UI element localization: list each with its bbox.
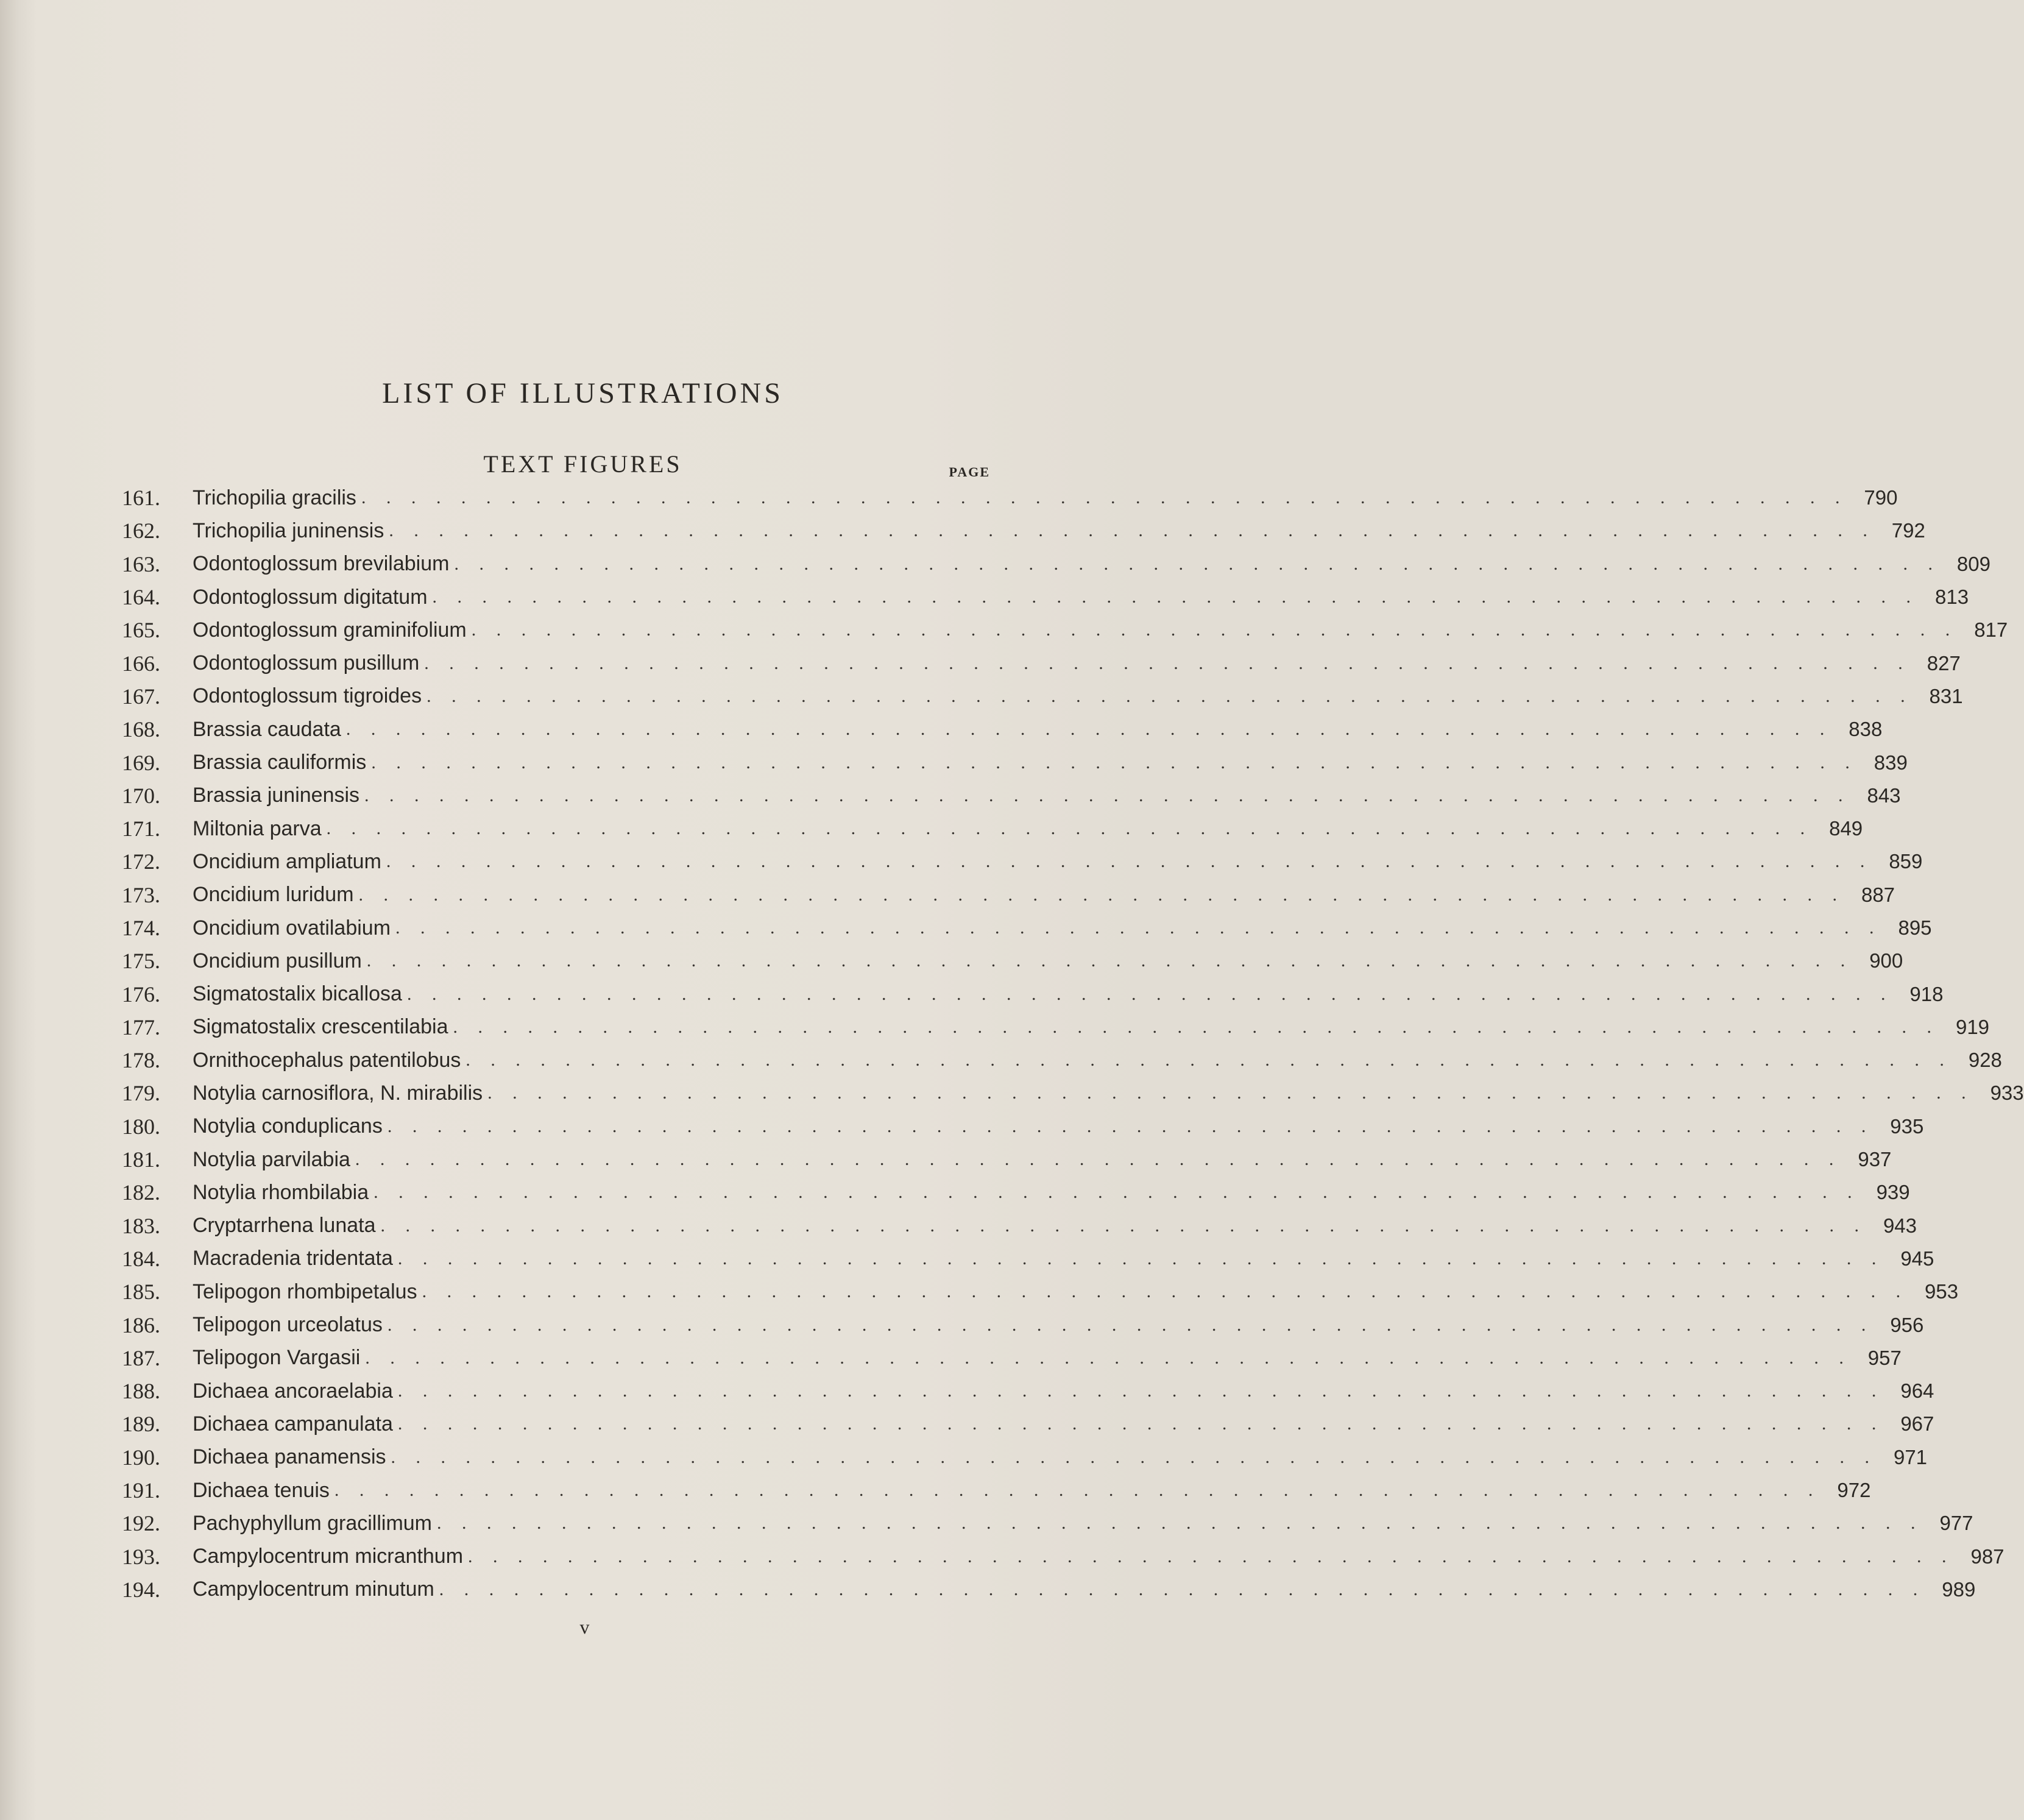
figure-name: Macradenia tridentata [193, 1247, 393, 1270]
page-number: 956 [1890, 1313, 1924, 1336]
page-number: 813 [1934, 586, 1969, 609]
list-item [122, 1143, 1892, 1176]
list-item [122, 481, 1898, 514]
page-number: 919 [1955, 1015, 1990, 1038]
dot-leader: . . . . . . . . . . . . . . . . . . . . . . . . . . . . . . . . . . . . . . . . . . . . . . . . . . . . . . . . . . . . [371, 752, 1858, 773]
figure-number: 193. [122, 1544, 160, 1569]
page-number: 838 [1849, 718, 1883, 741]
page-number: 918 [1909, 982, 1944, 1005]
dot-leader: . . . . . . . . . . . . . . . . . . . . . . . . . . . . . . . . . . . . . . . . . . . . . . . . . . . . . . . . . . . . [426, 685, 1913, 706]
list-item [122, 845, 1923, 878]
figure-number: 190. [122, 1445, 160, 1470]
figure-number: 188. [122, 1379, 160, 1404]
figure-number: 175. [122, 949, 160, 974]
figure-number: 181. [122, 1147, 160, 1172]
figure-number: 194. [122, 1577, 160, 1602]
figure-number: 168. [122, 717, 160, 742]
figure-name: Brassia cauliformis [193, 751, 367, 774]
page-number: 817 [1974, 618, 2008, 642]
page-number: 972 [1837, 1479, 1871, 1502]
figure-name: Campylocentrum micranthum [193, 1545, 464, 1568]
dot-leader: . . . . . . . . . . . . . . . . . . . . . . . . . . . . . . . . . . . . . . . . . . . . . . . . . . . . . . . . . . . . [380, 1215, 1867, 1236]
list-item [122, 1011, 1990, 1044]
list-item [122, 581, 1969, 614]
dot-leader: . . . . . . . . . . . . . . . . . . . . . . . . . . . . . . . . . . . . . . . . . . . . . . . . . . . . . . . . . . . . [424, 653, 1911, 673]
figure-number: 185. [122, 1280, 160, 1305]
dot-leader: . . . . . . . . . . . . . . . . . . . . . . . . . . . . . . . . . . . . . . . . . . . . . . . . . . . . . . . . . . . . [355, 1149, 1842, 1170]
list-item [122, 713, 1883, 746]
dot-leader: . . . . . . . . . . . . . . . . . . . . . . . . . . . . . . . . . . . . . . . . . . . . . . . . . . . . . . . . . . . . [395, 918, 1882, 938]
page-number: 935 [1890, 1114, 1924, 1138]
dot-leader: . . . . . . . . . . . . . . . . . . . . . . . . . . . . . . . . . . . . . . . . . . . . . . . . . . . . . . . . . . . . [366, 951, 1853, 971]
figure-name: Brassia juninensis [193, 784, 360, 807]
list-item [122, 1407, 1934, 1440]
figure-name: Oncidium pusillum [193, 949, 362, 972]
dot-leader: . . . . . . . . . . . . . . . . . . . . . . . . . . . . . . . . . . . . . . . . . . . . . . . . . . . . . . . . . . . . [387, 1314, 1874, 1335]
list-item [122, 1209, 1917, 1242]
dot-leader: . . . . . . . . . . . . . . . . . . . . . . . . . . . . . . . . . . . . . . . . . . . . . . . . . . . . . . . . . . . . [439, 1579, 1926, 1599]
dot-leader: . . . . . . . . . . . . . . . . . . . . . . . . . . . . . . . . . . . . . . . . . . . . . . . . . . . . . . . . . . . . [406, 983, 1894, 1004]
figure-number: 189. [122, 1412, 160, 1437]
figure-name: Notylia parvilabia [193, 1147, 350, 1171]
page-title-text: LIST OF ILLUSTRATIONS [382, 377, 784, 409]
page-number: 939 [1876, 1181, 1910, 1204]
page-number: 943 [1883, 1214, 1917, 1237]
figure-name: Notylia carnosiflora, N. mirabilis [193, 1081, 483, 1105]
figure-name: Telipogon rhombipetalus [193, 1280, 417, 1303]
list-item [122, 646, 1961, 679]
figure-name: Cryptarrhena lunata [193, 1214, 376, 1238]
dot-leader: . . . . . . . . . . . . . . . . . . . . . . . . . . . . . . . . . . . . . . . . . . . . . . . . . . . . . . . . . . . . [432, 587, 1919, 607]
figure-name: Dichaea tenuis [193, 1478, 330, 1502]
dot-leader: . . . . . . . . . . . . . . . . . . . . . . . . . . . . . . . . . . . . . . . . . . . . . . . . . . . . . . . . . . . . [334, 1480, 1821, 1501]
list-item [122, 1242, 1934, 1275]
page-number: 928 [1968, 1049, 2002, 1072]
figure-number: 167. [122, 684, 160, 709]
list-item [122, 1375, 1934, 1407]
figure-number: 179. [122, 1081, 160, 1106]
page-number: 831 [1929, 684, 1963, 707]
figure-number: 186. [122, 1312, 160, 1337]
figure-number: 174. [122, 916, 160, 940]
figure-number: 173. [122, 882, 160, 907]
dot-leader: . . . . . . . . . . . . . . . . . . . . . . . . . . . . . . . . . . . . . . . . . . . . . . . . . . . . . . . . . . . . [361, 487, 1848, 508]
list-item [122, 1077, 2024, 1110]
dot-leader: . . . . . . . . . . . . . . . . . . . . . . . . . . . . . . . . . . . . . . . . . . . . . . . . . . . . . . . . . . . . [465, 1050, 1952, 1071]
page-number: 900 [1869, 949, 1903, 972]
dot-leader: . . . . . . . . . . . . . . . . . . . . . . . . . . . . . . . . . . . . . . . . . . . . . . . . . . . . . . . . . . . . [453, 1016, 1940, 1037]
dot-leader: . . . . . . . . . . . . . . . . . . . . . . . . . . . . . . . . . . . . . . . . . . . . . . . . . . . . . . . . . . . . [397, 1381, 1884, 1401]
page-number: 933 [1990, 1082, 2024, 1105]
dot-leader: . . . . . . . . . . . . . . . . . . . . . . . . . . . . . . . . . . . . . . . . . . . . . . . . . . . . . . . . . . . . [387, 1116, 1874, 1136]
figure-name: Odontoglossum digitatum [193, 585, 428, 609]
page-number: 977 [1939, 1512, 1973, 1535]
dot-leader: . . . . . . . . . . . . . . . . . . . . . . . . . . . . . . . . . . . . . . . . . . . . . . . . . . . . . . . . . . . . [326, 818, 1813, 839]
page-number: 839 [1874, 751, 1908, 774]
list-item [122, 548, 1990, 581]
dot-leader: . . . . . . . . . . . . . . . . . . . . . . . . . . . . . . . . . . . . . . . . . . . . . . . . . . . . . . . . . . . . [397, 1248, 1884, 1269]
figure-name: Telipogon urceolatus [193, 1313, 383, 1337]
list-item [122, 1110, 1924, 1143]
list-item [122, 1176, 1910, 1209]
dot-leader: . . . . . . . . . . . . . . . . . . . . . . . . . . . . . . . . . . . . . . . . . . . . . . . . . . . . . . . . . . . . [422, 1281, 1909, 1302]
figure-number: 191. [122, 1478, 160, 1503]
figure-name: Trichopilia juninensis [193, 519, 384, 542]
page-number: 967 [1900, 1412, 1934, 1436]
page-number: 887 [1861, 883, 1895, 906]
page-number: 964 [1900, 1379, 1934, 1403]
page-number: 849 [1829, 817, 1863, 840]
figure-name: Campylocentrum minutum [193, 1577, 434, 1601]
figure-number: 183. [122, 1213, 160, 1238]
figure-number: 187. [122, 1345, 160, 1370]
page-title [0, 377, 1146, 410]
figure-name: Oncidium ampliatum [193, 849, 381, 873]
figure-name: Telipogon Vargasii [193, 1346, 361, 1370]
list-item [122, 1275, 1959, 1308]
figure-name: Pachyphyllum gracillimum [193, 1511, 433, 1535]
list-item [122, 1308, 1924, 1341]
figure-name: Dichaea ancoraelabia [193, 1379, 393, 1403]
page-column-label: PAGE [949, 464, 990, 480]
page-number: 792 [1891, 519, 1925, 542]
list-item [122, 1540, 2005, 1573]
figure-number: 192. [122, 1511, 160, 1536]
page-number: 790 [1864, 486, 1898, 509]
list-item [122, 812, 1863, 845]
dot-leader: . . . . . . . . . . . . . . . . . . . . . . . . . . . . . . . . . . . . . . . . . . . . . . . . . . . . . . . . . . . . [391, 1446, 1878, 1467]
figure-number: 166. [122, 651, 160, 676]
page-number: 987 [1970, 1545, 2005, 1568]
page-number: 843 [1867, 784, 1901, 807]
list-item [122, 1441, 1928, 1474]
dot-leader: . . . . . . . . . . . . . . . . . . . . . . . . . . . . . . . . . . . . . . . . . . . . . . . . . . . . . . . . . . . . [389, 520, 1875, 541]
page-number: 971 [1893, 1445, 1928, 1468]
page-number: 945 [1900, 1247, 1934, 1270]
list-item [122, 680, 1963, 713]
list-item [122, 779, 1901, 812]
figure-number: 178. [122, 1048, 160, 1073]
figure-name: Dichaea campanulata [193, 1412, 393, 1436]
figure-name: Miltonia parva [193, 816, 322, 840]
figure-name: Sigmatostalix crescentilabia [193, 1015, 448, 1039]
figure-list [122, 481, 2024, 1606]
figure-name: Odontoglossum graminifolium [193, 618, 467, 642]
dot-leader: . . . . . . . . . . . . . . . . . . . . . . . . . . . . . . . . . . . . . . . . . . . . . . . . . . . . . . . . . . . . [364, 785, 1851, 806]
figure-number: 182. [122, 1180, 160, 1205]
page-number: 937 [1858, 1148, 1892, 1171]
dot-leader: . . . . . . . . . . . . . . . . . . . . . . . . . . . . . . . . . . . . . . . . . . . . . . . . . . . . . . . . . . . . [487, 1083, 1974, 1103]
list-item [122, 1507, 1973, 1540]
dot-leader: . . . . . . . . . . . . . . . . . . . . . . . . . . . . . . . . . . . . . . . . . . . . . . . . . . . . . . . . . . . . [471, 620, 1958, 640]
figure-name: Odontoglossum brevilabium [193, 552, 450, 576]
page-number: 859 [1889, 850, 1923, 873]
section-heading-text: TEXT FIGURES [483, 450, 682, 478]
list-item [122, 514, 1925, 547]
figure-name: Brassia caudata [193, 717, 341, 741]
page-number: 957 [1867, 1346, 1902, 1369]
dot-leader: . . . . . . . . . . . . . . . . . . . . . . . . . . . . . . . . . . . . . . . . . . . . . . . . . . . . . . . . . . . . [345, 719, 1833, 740]
list-item [122, 614, 2008, 646]
figure-number: 180. [122, 1114, 160, 1139]
list-item [122, 879, 1895, 912]
figure-number: 161. [122, 486, 160, 511]
figure-number: 162. [122, 519, 160, 544]
figure-name: Oncidium luridum [193, 883, 354, 907]
page-number: 953 [1925, 1280, 1959, 1303]
figure-number: 172. [122, 849, 160, 874]
page-folio: v [579, 1616, 590, 1638]
dot-leader: . . . . . . . . . . . . . . . . . . . . . . . . . . . . . . . . . . . . . . . . . . . . . . . . . . . . . . . . . . . . [437, 1513, 1923, 1534]
dot-leader: . . . . . . . . . . . . . . . . . . . . . . . . . . . . . . . . . . . . . . . . . . . . . . . . . . . . . . . . . . . . [358, 884, 1845, 905]
list-item [122, 746, 1908, 779]
figure-number: 164. [122, 585, 160, 610]
figure-number: 177. [122, 1014, 160, 1039]
page-number: 827 [1927, 651, 1961, 675]
list-item [122, 1044, 2002, 1077]
figure-number: 171. [122, 816, 160, 841]
figure-number: 176. [122, 982, 160, 1007]
figure-name: Dichaea panamensis [193, 1445, 386, 1469]
list-item [122, 1342, 1902, 1375]
dot-leader: . . . . . . . . . . . . . . . . . . . . . . . . . . . . . . . . . . . . . . . . . . . . . . . . . . . . . . . . . . . . [454, 553, 1941, 574]
dot-leader: . . . . . . . . . . . . . . . . . . . . . . . . . . . . . . . . . . . . . . . . . . . . . . . . . . . . . . . . . . . . [386, 851, 1873, 872]
figure-name: Notylia rhombilabia [193, 1180, 369, 1204]
figure-name: Oncidium ovatilabium [193, 916, 391, 940]
dot-leader: . . . . . . . . . . . . . . . . . . . . . . . . . . . . . . . . . . . . . . . . . . . . . . . . . . . . . . . . . . . . [373, 1182, 1860, 1203]
dot-leader: . . . . . . . . . . . . . . . . . . . . . . . . . . . . . . . . . . . . . . . . . . . . . . . . . . . . . . . . . . . . [468, 1546, 1955, 1567]
figure-name: Trichopilia gracilis [193, 486, 356, 509]
list-item [122, 1474, 1871, 1507]
list-item [122, 977, 1944, 1010]
page-number: 895 [1898, 916, 1932, 939]
figure-number: 184. [122, 1246, 160, 1271]
dot-leader: . . . . . . . . . . . . . . . . . . . . . . . . . . . . . . . . . . . . . . . . . . . . . . . . . . . . . . . . . . . . [365, 1347, 1852, 1368]
figure-name: Ornithocephalus patentilobus [193, 1048, 461, 1072]
figure-name: Odontoglossum pusillum [193, 651, 420, 675]
figure-number: 170. [122, 783, 160, 808]
figure-number: 165. [122, 618, 160, 643]
list-item [122, 912, 1932, 944]
figure-number: 163. [122, 551, 160, 576]
page-number: 809 [1956, 552, 1990, 575]
figure-number: 169. [122, 750, 160, 775]
page-number: 989 [1942, 1577, 1976, 1601]
figure-name: Sigmatostalix bicallosa [193, 982, 402, 1006]
list-item [122, 944, 1903, 977]
dot-leader: . . . . . . . . . . . . . . . . . . . . . . . . . . . . . . . . . . . . . . . . . . . . . . . . . . . . . . . . . . . . [397, 1414, 1884, 1434]
list-item [122, 1573, 1976, 1606]
figure-name: Odontoglossum tigroides [193, 684, 422, 708]
figure-name: Notylia conduplicans [193, 1114, 383, 1138]
